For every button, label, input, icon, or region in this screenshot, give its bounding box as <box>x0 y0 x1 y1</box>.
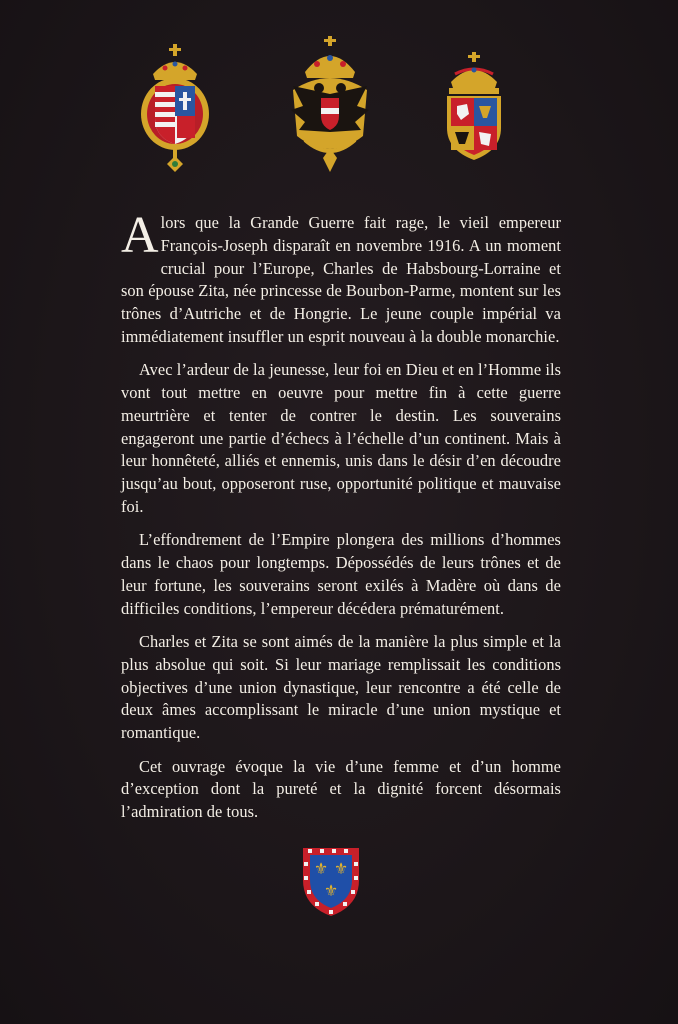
bohemian-coat-of-arms-icon <box>441 52 507 162</box>
blurb-paragraph-1 <box>121 207 561 349</box>
blurb-paragraph-2: Avec l’ardeur de la jeunesse, leur foi en Dieu et en l’Homme ils vont tout mettre en oeuvre pour mettre fin à cette guerre meurtrière et tenter de contrer le destin. Les souverains engageront une partie d’échecs à l’échelle d’un continent. Mais à leur honnêteté, alliés et ennemis, unis dans le désir d’en découdre jusqu’au bout, opposeront ruse, opportunité politique et mauvaise foi. <box>121 360 561 517</box>
blurb-paragraph-3: L’effondrement de l’Empire plongera des millions d’hommes dans le chaos pour longtemps. Dépossédés de leurs trônes et de leur fortune, les souverains seront exilés à Madère où dans de difficiles conditions, l’empereur décédera prématurément. <box>121 530 561 618</box>
hungarian-coat-of-arms-icon <box>139 44 211 176</box>
austrian-imperial-eagle-icon <box>285 36 375 176</box>
blurb-paragraph-4: Charles et Zita se sont aimés de la manière la plus simple et la plus absolue qui soit. Si leur mariage remplissait les conditions objectives d’une union dynastique, leur rencontre a été celle de deux âmes accomplissant le miracle d’une union mystique et romantique. <box>121 632 561 743</box>
svg-text:⚜: ⚜ <box>313 859 329 878</box>
blurb-paragraph-1-text: lors que la Grande Guerre fait rage, le vieil empereur François-Joseph disparaît en novembre 1916. A un moment crucial pour l’Europe, Charles de Habsbourg-Lorraine et son épouse Zita, née princesse de Bourbon-Parme, montent sur les trônes d’Autriche et de Hongrie. Le jeune couple impérial va immédiatement insuffler un esprit nouveau à la double monarchie. <box>121 213 561 346</box>
cover-blurb <box>121 207 561 834</box>
svg-text:⚜: ⚜ <box>323 881 339 900</box>
blurb-paragraph-5: Cet ouvrage évoque la vie d’une femme et d’un homme d’exception dont la pureté et la dignité forcent désormais l’admiration de tous. <box>121 756 561 822</box>
drop-cap: A <box>121 207 159 264</box>
svg-text:⚜: ⚜ <box>333 859 349 878</box>
bourbon-parma-fleur-de-lis-shield-icon <box>301 846 361 918</box>
